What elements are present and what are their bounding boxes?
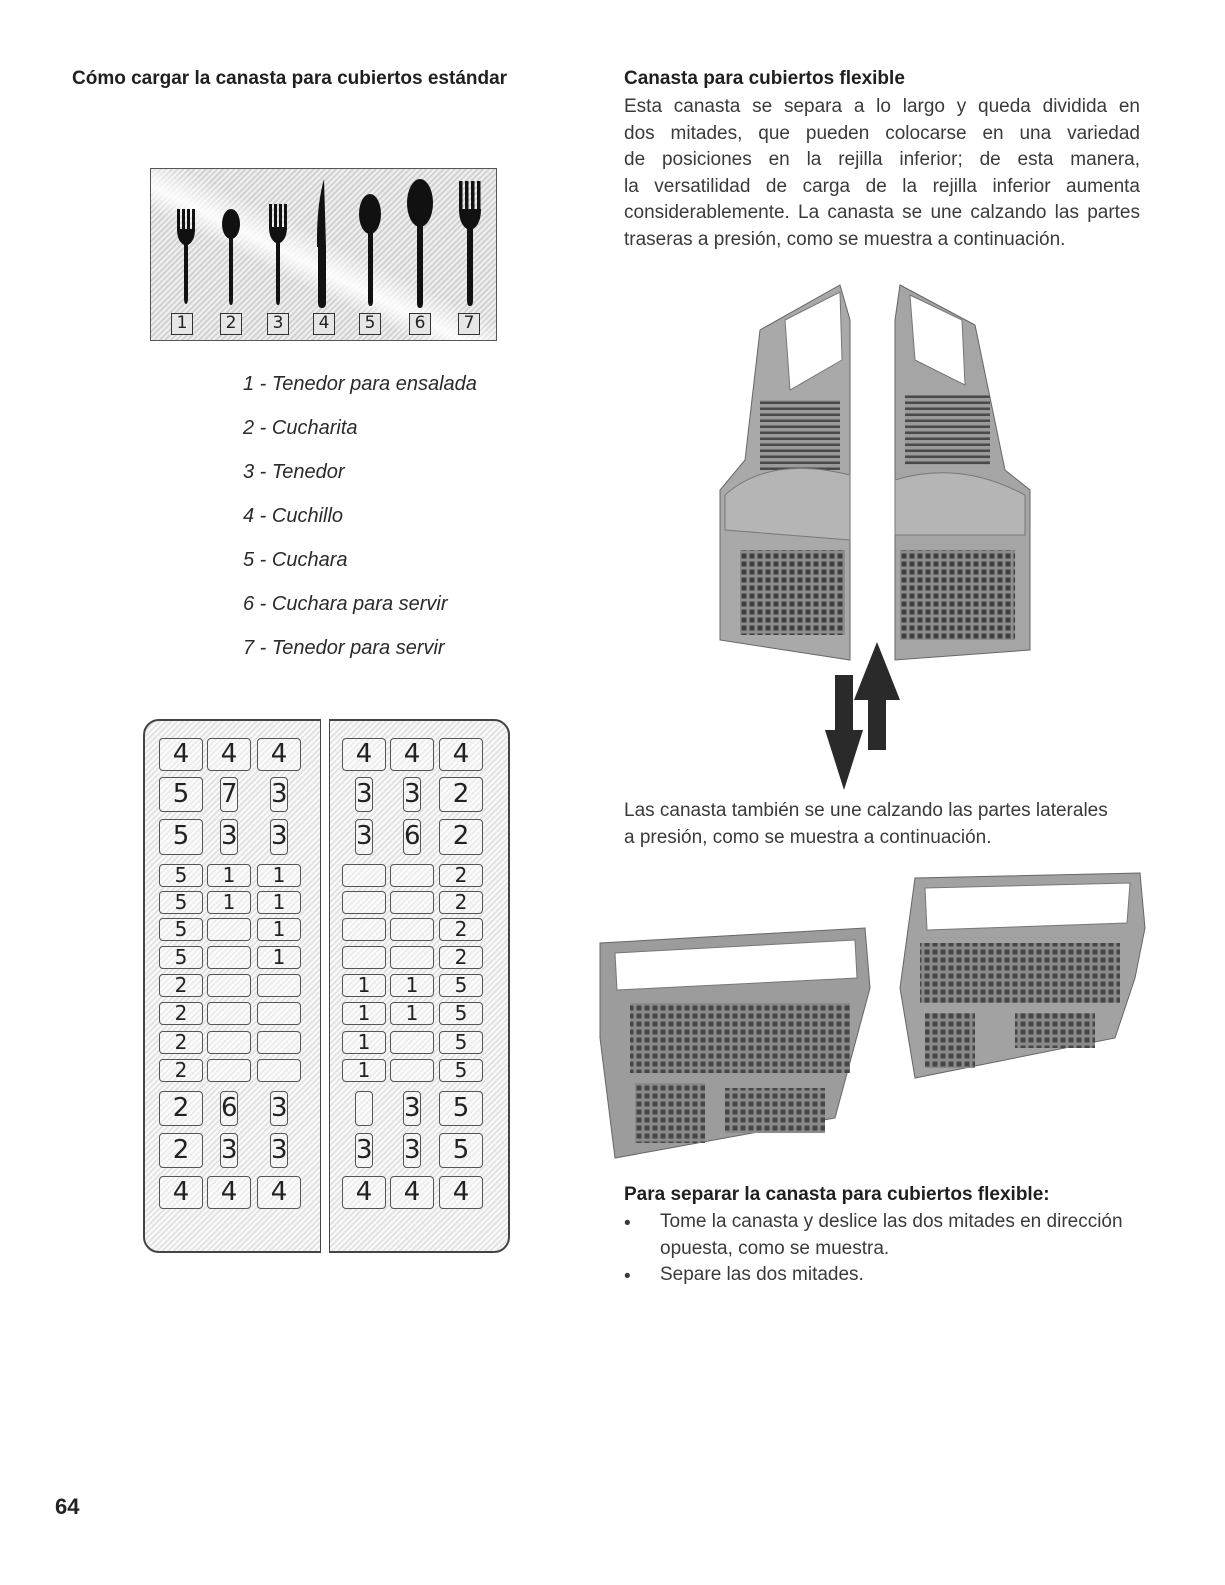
- paragraph-line: dos mitades, que pueden colocarse en una variedad: [624, 122, 1140, 144]
- basket-slot: 3: [355, 1133, 373, 1168]
- basket-slot: 7: [220, 777, 238, 812]
- paragraph-line: de posiciones en la rejilla inferior; de esta manera,: [624, 149, 1140, 170]
- paragraph-line: Esta canasta se separa a lo largo y queda dividida en: [624, 96, 1140, 117]
- basket-slot: 1: [257, 946, 301, 969]
- basket-slot: [342, 864, 386, 887]
- basket-slot: [207, 1059, 251, 1082]
- basket-slot: [390, 891, 434, 914]
- basket-slot: 5: [159, 946, 203, 969]
- basket-slot: 2: [159, 1133, 203, 1168]
- legend-item: 1 - Tenedor para ensalada: [243, 373, 477, 395]
- basket-divider: [320, 719, 330, 1253]
- bullet-icon: •: [624, 1266, 631, 1287]
- paragraph-line: la versatilidad de carga de la rejilla inferior aumenta: [624, 175, 1140, 197]
- basket-slot: [257, 1059, 301, 1082]
- basket-slot: 1: [207, 864, 251, 887]
- basket-slot: [257, 974, 301, 997]
- cutlery-number: 5: [359, 313, 381, 335]
- flexible-basket-heading: Canasta para cubiertos flexible: [624, 68, 905, 89]
- separate-heading: Para separar la canasta para cubiertos flexible:: [624, 1184, 1050, 1205]
- basket-slot: 2: [439, 777, 483, 812]
- basket-slot: [257, 1031, 301, 1054]
- basket-slot: 4: [390, 1176, 434, 1209]
- basket-slot: 2: [439, 819, 483, 855]
- basket-slot: [207, 974, 251, 997]
- side-join-paragraph: [624, 798, 1144, 851]
- legend-item: 6 - Cuchara para servir: [243, 593, 448, 615]
- basket-slot: 4: [439, 738, 483, 771]
- basket-slot: [207, 946, 251, 969]
- basket-slot: 5: [439, 1133, 483, 1168]
- basket-slot: 3: [355, 777, 373, 812]
- basket-slot: 6: [403, 819, 421, 855]
- basket-slot: 4: [159, 1176, 203, 1209]
- basket-loading-diagram: [143, 719, 510, 1253]
- basket-slot: 5: [439, 1031, 483, 1054]
- page-number: 64: [55, 1494, 80, 1519]
- basket-slot: 4: [257, 738, 301, 771]
- basket-slot: 5: [159, 777, 203, 812]
- basket-slot: 5: [159, 918, 203, 941]
- basket-slot: [342, 918, 386, 941]
- basket-slot: 2: [159, 974, 203, 997]
- bullet-line: Separe las dos mitades.: [660, 1264, 864, 1285]
- legend-item: 7 - Tenedor para servir: [243, 637, 445, 659]
- basket-slot: 5: [439, 1091, 483, 1126]
- left-heading: Cómo cargar la canasta para cubiertos estándar: [72, 68, 508, 89]
- basket-slot: 4: [207, 1176, 251, 1209]
- paragraph-line: considerablemente. La canasta se une calzando las partes: [624, 202, 1140, 223]
- basket-slot: 5: [439, 974, 483, 997]
- basket-slot: [390, 918, 434, 941]
- basket-slot: 4: [390, 738, 434, 771]
- bullet-line: Tome la canasta y deslice las dos mitades en dirección: [660, 1211, 1123, 1232]
- basket-slot: 1: [207, 891, 251, 914]
- basket-slot: 3: [220, 1133, 238, 1168]
- basket-slot: 4: [257, 1176, 301, 1209]
- basket-slot: 3: [403, 1133, 421, 1168]
- legend-item: 3 - Tenedor: [243, 461, 345, 483]
- basket-slot: 6: [220, 1091, 238, 1126]
- basket-slot: 1: [342, 1002, 386, 1025]
- basket-slot: [207, 918, 251, 941]
- baskets-side-join-photo: [595, 868, 1155, 1168]
- basket-slot: [257, 1002, 301, 1025]
- paragraph-line: a presión, como se muestra a continuación.: [624, 826, 992, 848]
- basket-slot: 2: [439, 946, 483, 969]
- basket-slot: [390, 946, 434, 969]
- basket-slot: 2: [439, 918, 483, 941]
- basket-slot: 1: [342, 974, 386, 997]
- basket-slot: [355, 1091, 373, 1126]
- bullet-item: [660, 1209, 1150, 1262]
- basket-slot: [390, 1031, 434, 1054]
- basket-slot: 5: [159, 819, 203, 855]
- basket-slot: 5: [159, 864, 203, 887]
- basket-slot: [342, 891, 386, 914]
- basket-slot: 1: [390, 974, 434, 997]
- basket-slot: 2: [159, 1091, 203, 1126]
- flexible-basket-paragraph: [624, 94, 1140, 253]
- basket-slot: [207, 1002, 251, 1025]
- bullet-icon: •: [624, 1213, 631, 1234]
- cutlery-number: 4: [313, 313, 335, 335]
- basket-slot: 3: [270, 777, 288, 812]
- paragraph-line: traseras a presión, como se muestra a continuación.: [624, 228, 1066, 250]
- legend-item: 5 - Cuchara: [243, 549, 348, 571]
- basket-halves-photo: [700, 280, 1040, 790]
- basket-slot: 2: [159, 1002, 203, 1025]
- basket-slot: 1: [342, 1031, 386, 1054]
- legend-item: 2 - Cucharita: [243, 417, 358, 439]
- cutlery-number: 6: [409, 313, 431, 335]
- basket-slot: 5: [439, 1002, 483, 1025]
- basket-slot: 5: [439, 1059, 483, 1082]
- bullet-item: [660, 1262, 1150, 1289]
- bullet-line: opuesta, como se muestra.: [660, 1237, 890, 1259]
- basket-slot: 3: [270, 819, 288, 855]
- basket-slot: 4: [439, 1176, 483, 1209]
- basket-slot: 5: [159, 891, 203, 914]
- basket-slot: 3: [403, 777, 421, 812]
- cutlery-number: 3: [267, 313, 289, 335]
- basket-slot: 3: [270, 1133, 288, 1168]
- basket-slot: 2: [159, 1031, 203, 1054]
- basket-slot: 3: [403, 1091, 421, 1126]
- basket-slot: 1: [257, 891, 301, 914]
- basket-slot: [390, 1059, 434, 1082]
- basket-slot: 4: [159, 738, 203, 771]
- basket-slot: 2: [439, 891, 483, 914]
- cutlery-legend-image: [150, 168, 497, 341]
- basket-slot: 4: [207, 738, 251, 771]
- basket-slot: 4: [342, 738, 386, 771]
- legend-item: 4 - Cuchillo: [243, 505, 344, 527]
- basket-slot: [342, 946, 386, 969]
- cutlery-number: 7: [458, 313, 480, 335]
- basket-slot: 2: [159, 1059, 203, 1082]
- basket-slot: 3: [270, 1091, 288, 1126]
- basket-slot: 1: [342, 1059, 386, 1082]
- cutlery-number: 2: [220, 313, 242, 335]
- basket-slot: 4: [342, 1176, 386, 1209]
- basket-slot: 1: [390, 1002, 434, 1025]
- cutlery-number: 1: [171, 313, 193, 335]
- basket-slot: 3: [220, 819, 238, 855]
- paragraph-line: Las canasta también se une calzando las partes laterales: [624, 800, 1108, 821]
- basket-slot: 1: [257, 864, 301, 887]
- basket-slot: 2: [439, 864, 483, 887]
- basket-slot: [207, 1031, 251, 1054]
- basket-slot: 3: [355, 819, 373, 855]
- basket-slot: [390, 864, 434, 887]
- basket-slot: 1: [257, 918, 301, 941]
